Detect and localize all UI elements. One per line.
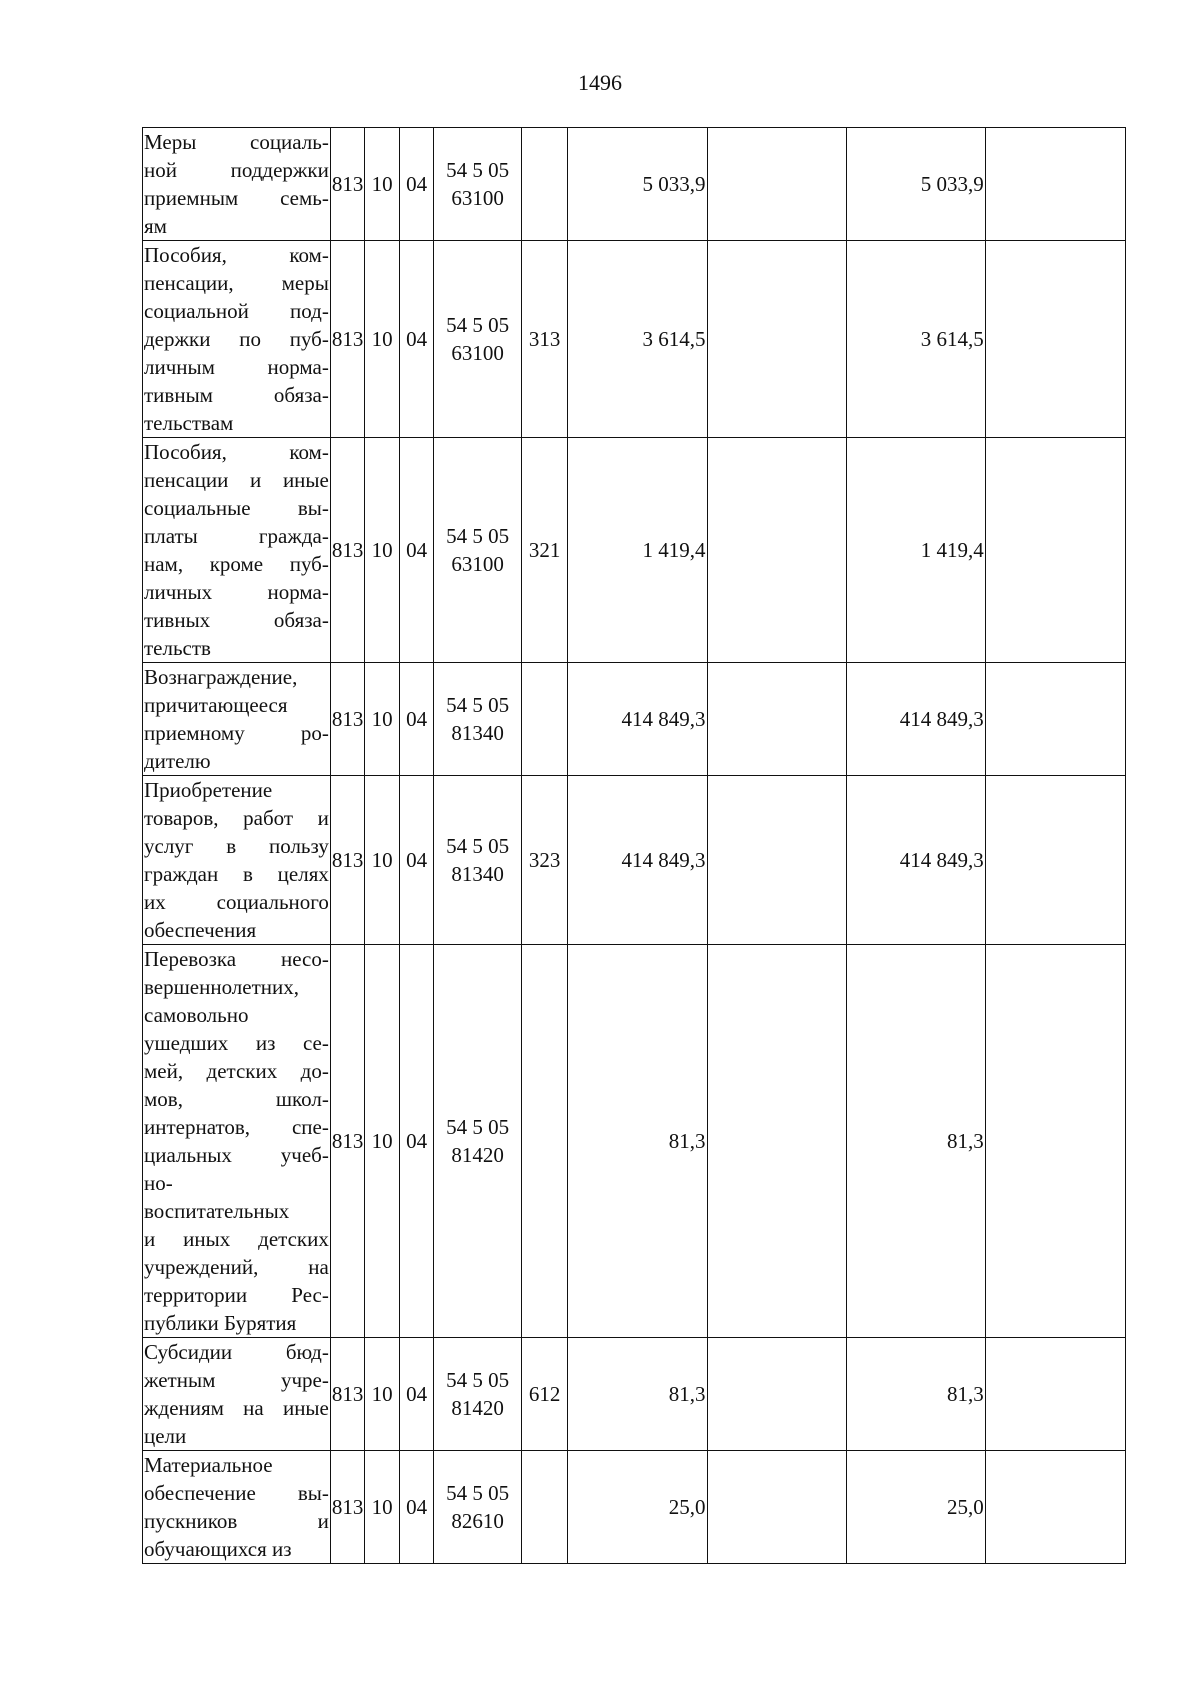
description-line: цели: [144, 1424, 187, 1448]
description-line: воспитательных: [144, 1199, 290, 1223]
description-line: личных норма-: [144, 580, 329, 604]
ministry-code: 813: [330, 438, 365, 663]
target-article-code: [434, 241, 521, 438]
target-article-code-part1: 54 5 05: [446, 1368, 510, 1392]
page-number: 1496: [578, 70, 622, 95]
expense-type-code: 313: [521, 241, 568, 438]
ministry-code: 813: [330, 1338, 365, 1451]
amount-empty: [707, 663, 846, 776]
description-line: Пособия, ком-: [144, 440, 329, 464]
section-code: 10: [365, 1451, 400, 1564]
subsection-code: 04: [399, 241, 434, 438]
subsection-code: 04: [399, 776, 434, 945]
ministry-code: 813: [330, 241, 365, 438]
target-article-code: [434, 663, 521, 776]
description-line: мей, детских до-: [144, 1059, 329, 1083]
description-line: жетным учре-: [144, 1368, 329, 1392]
description-line: и иных детских: [144, 1227, 329, 1251]
description-line: Перевозка несо-: [144, 947, 329, 971]
expense-type-code: [521, 128, 568, 241]
description-line: их социального: [144, 890, 329, 914]
ministry-code: 813: [330, 663, 365, 776]
amount-total: 81,3: [568, 945, 707, 1338]
amount-extra: [985, 241, 1125, 438]
target-article-code-part1: 54 5 05: [446, 834, 510, 858]
table-body: [143, 128, 1126, 1564]
description-line: тельств: [144, 636, 211, 660]
description-line: территории Рес-: [144, 1283, 329, 1307]
description-line: дителю: [144, 749, 211, 773]
amount-extra: [985, 945, 1125, 1338]
expense-description: [143, 1451, 331, 1564]
amount-empty: [707, 128, 846, 241]
target-article-code-part2: 63100: [451, 186, 504, 210]
amount-extra: [985, 438, 1125, 663]
description-line: социальной под-: [144, 299, 329, 323]
target-article-code: [434, 1338, 521, 1451]
amount-federal: 25,0: [846, 1451, 985, 1564]
description-line: товаров, работ и: [144, 806, 329, 830]
description-line: Приобретение: [144, 778, 273, 802]
amount-federal: 3 614,5: [846, 241, 985, 438]
expense-description: [143, 438, 331, 663]
description-line: социальные вы-: [144, 496, 329, 520]
target-article-code-part1: 54 5 05: [446, 158, 510, 182]
ministry-code: 813: [330, 128, 365, 241]
description-line: интернатов, спе-: [144, 1115, 329, 1139]
subsection-code: 04: [399, 1451, 434, 1564]
description-line: Материальное: [144, 1453, 273, 1477]
target-article-code-part2: 82610: [451, 1509, 504, 1533]
amount-federal: 1 419,4: [846, 438, 985, 663]
description-line: Вознаграждение,: [144, 665, 298, 689]
amount-extra: [985, 776, 1125, 945]
section-code: 10: [365, 128, 400, 241]
expense-description: [143, 128, 331, 241]
subsection-code: 04: [399, 1338, 434, 1451]
target-article-code-part2: 81420: [451, 1396, 504, 1420]
table-row: [143, 438, 1126, 663]
description-line: тельствам: [144, 411, 234, 435]
amount-extra: [985, 128, 1125, 241]
description-line: обеспечения: [144, 918, 257, 942]
amount-total: 414 849,3: [568, 776, 707, 945]
expense-type-code: [521, 663, 568, 776]
expense-type-code: 323: [521, 776, 568, 945]
target-article-code-part2: 63100: [451, 552, 504, 576]
description-line: приемному ро-: [144, 721, 329, 745]
amount-empty: [707, 1338, 846, 1451]
description-line: граждан в целях: [144, 862, 329, 886]
description-line: учреждений, на: [144, 1255, 329, 1279]
amount-empty: [707, 945, 846, 1338]
subsection-code: 04: [399, 438, 434, 663]
amount-extra: [985, 663, 1125, 776]
description-line: тивным обяза-: [144, 383, 329, 407]
amount-total: 5 033,9: [568, 128, 707, 241]
description-line: приемным семь-: [144, 186, 329, 210]
description-line: обучающихся из: [144, 1537, 292, 1561]
description-line: пенсации и иные: [144, 468, 329, 492]
expense-description: [143, 776, 331, 945]
amount-extra: [985, 1451, 1125, 1564]
description-line: причитающееся: [144, 693, 288, 717]
amount-federal: 414 849,3: [846, 776, 985, 945]
section-code: 10: [365, 663, 400, 776]
description-line: Меры социаль-: [144, 130, 329, 154]
expense-type-code: 321: [521, 438, 568, 663]
description-line: но-: [144, 1171, 173, 1195]
subsection-code: 04: [399, 128, 434, 241]
description-line: самовольно: [144, 1003, 249, 1027]
amount-total: 414 849,3: [568, 663, 707, 776]
description-line: ушедших из се-: [144, 1031, 329, 1055]
amount-empty: [707, 1451, 846, 1564]
section-code: 10: [365, 1338, 400, 1451]
target-article-code: [434, 1451, 521, 1564]
amount-empty: [707, 241, 846, 438]
section-code: 10: [365, 776, 400, 945]
section-code: 10: [365, 438, 400, 663]
description-line: циальных учеб-: [144, 1143, 329, 1167]
expense-description: [143, 945, 331, 1338]
table-row: [143, 1338, 1126, 1451]
target-article-code-part1: 54 5 05: [446, 1115, 510, 1139]
amount-federal: 81,3: [846, 1338, 985, 1451]
description-line: держки по пуб-: [144, 327, 329, 351]
subsection-code: 04: [399, 945, 434, 1338]
description-line: нам, кроме пуб-: [144, 552, 329, 576]
target-article-code-part1: 54 5 05: [446, 693, 510, 717]
subsection-code: 04: [399, 663, 434, 776]
target-article-code: [434, 438, 521, 663]
target-article-code-part1: 54 5 05: [446, 524, 510, 548]
ministry-code: 813: [330, 1451, 365, 1564]
description-line: вершеннолетних,: [144, 975, 300, 999]
target-article-code: [434, 945, 521, 1338]
table-row: [143, 945, 1126, 1338]
description-line: ной поддержки: [144, 158, 329, 182]
target-article-code-part2: 63100: [451, 341, 504, 365]
expense-description: [143, 1338, 331, 1451]
description-line: тивных обяза-: [144, 608, 329, 632]
amount-extra: [985, 1338, 1125, 1451]
description-line: Пособия, ком-: [144, 243, 329, 267]
expense-description: [143, 241, 331, 438]
expense-type-code: [521, 1451, 568, 1564]
amount-federal: 81,3: [846, 945, 985, 1338]
description-line: Субсидии бюд-: [144, 1340, 329, 1364]
description-line: ждениям на иные: [144, 1396, 329, 1420]
expense-type-code: 612: [521, 1338, 568, 1451]
description-line: услуг в пользу: [144, 834, 329, 858]
target-article-code-part1: 54 5 05: [446, 313, 510, 337]
section-code: 10: [365, 945, 400, 1338]
amount-empty: [707, 438, 846, 663]
description-line: пускников и: [144, 1509, 329, 1533]
amount-empty: [707, 776, 846, 945]
ministry-code: 813: [330, 945, 365, 1338]
target-article-code-part2: 81420: [451, 1143, 504, 1167]
amount-total: 1 419,4: [568, 438, 707, 663]
description-line: платы гражда-: [144, 524, 329, 548]
table-row: [143, 1451, 1126, 1564]
description-line: личным норма-: [144, 355, 329, 379]
expense-description: [143, 663, 331, 776]
target-article-code: [434, 128, 521, 241]
target-article-code-part1: 54 5 05: [446, 1481, 510, 1505]
description-line: пенсации, меры: [144, 271, 329, 295]
description-line: обеспечение вы-: [144, 1481, 329, 1505]
section-code: 10: [365, 241, 400, 438]
expense-type-code: [521, 945, 568, 1338]
table-row: [143, 776, 1126, 945]
description-line: публики Бурятия: [144, 1311, 297, 1335]
amount-total: 3 614,5: [568, 241, 707, 438]
amount-federal: 414 849,3: [846, 663, 985, 776]
description-line: ям: [144, 214, 167, 238]
target-article-code: [434, 776, 521, 945]
description-line: мов, школ-: [144, 1087, 329, 1111]
budget-table: [142, 127, 1126, 1564]
table-row: [143, 128, 1126, 241]
table-row: [143, 241, 1126, 438]
amount-total: 25,0: [568, 1451, 707, 1564]
table-row: [143, 663, 1126, 776]
amount-total: 81,3: [568, 1338, 707, 1451]
amount-federal: 5 033,9: [846, 128, 985, 241]
target-article-code-part2: 81340: [451, 721, 504, 745]
target-article-code-part2: 81340: [451, 862, 504, 886]
ministry-code: 813: [330, 776, 365, 945]
